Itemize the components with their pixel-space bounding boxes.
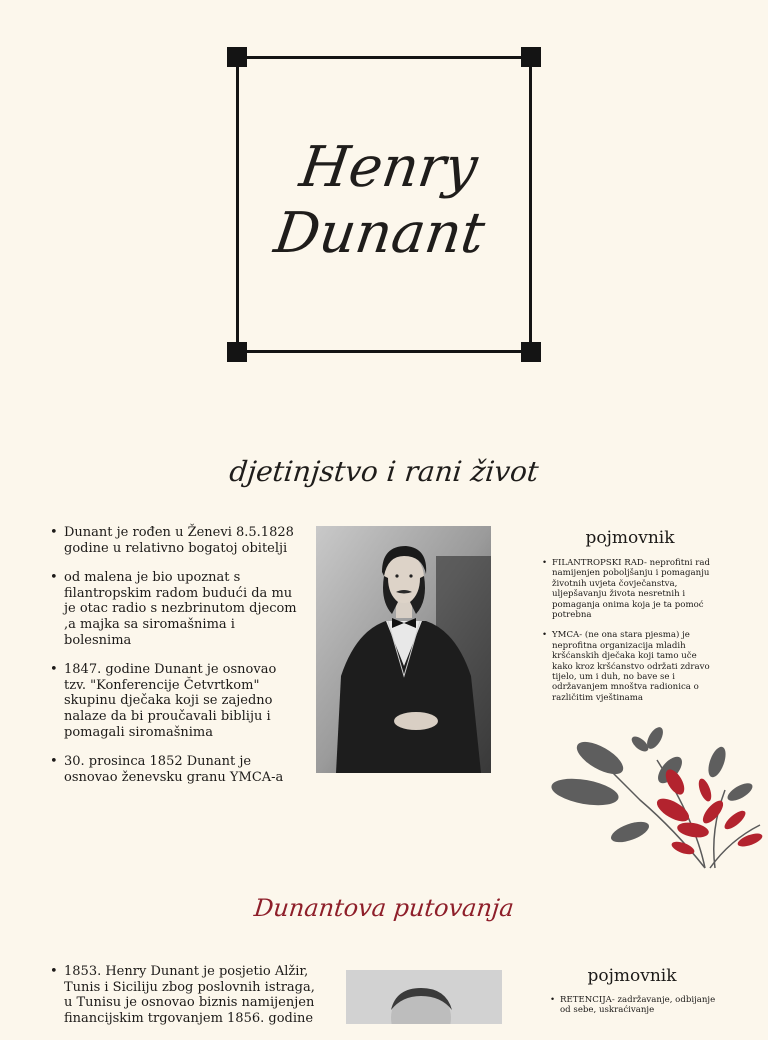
list-item: • YMCA- (ne ona stara pjesma) je neprofitna organizacija mladih kršćanskih dječaka koji tamo uče kako kroz kršćanstvo održati zdravo tijelo, um i duh, no bave se i održavanjem mnoštva radionica o različitim vještinama — [540, 630, 718, 703]
section-heading-childhood: djetinjstvo i rani život — [227, 455, 541, 488]
section-heading-travels: Dunantova putovanja — [252, 894, 516, 922]
childhood-bullet-list — [50, 525, 302, 799]
list-item: • 1847. godine Dunant je osnovao tzv. "Konferencije Četvrtkom" skupinu dječaka koji se zajedno nalaze da bi proučavali bibliju i pomagali siromašnima — [50, 662, 302, 740]
travels-bullet-list — [50, 964, 322, 1040]
list-item: • od malena je bio upoznat s filantropskim radom budući da mu je otac radio s nezbrinutom djecom ,a majka sa siromašnima i bolesnima — [50, 570, 302, 648]
portrait-photo — [316, 526, 491, 773]
title-line-2: Dunant — [270, 201, 489, 266]
glossary-list-1 — [540, 558, 718, 713]
title-line-1: Henry — [295, 135, 482, 200]
glossary-list-2 — [548, 995, 728, 1026]
glossary-heading-1: pojmovnik — [585, 528, 675, 548]
page-title — [229, 135, 540, 267]
list-item: • Dunant je rođen u Ženevi 8.5.1828 godine u relativno bogatoj obitelji — [50, 525, 302, 556]
list-item: • FILANTROPSKI RAD- neprofitni rad namijenjen poboljšanju i pomaganju životnih uvjeta čovječanstva, uljepšavanju života nesretnih i pomaganja onima koja je ta pomoć potrebna — [540, 558, 718, 620]
list-item: • RETENCIJA- zadržavanje, odbijanje od sebe, uskraćivanje — [548, 995, 728, 1016]
glossary-heading-2: pojmovnik — [587, 966, 677, 986]
list-item: • 30. prosinca 1852 Dunant je osnovao ženevsku granu YMCA-a — [50, 754, 302, 785]
list-item: • 1853. Henry Dunant je posjetio Alžir, Tunis i Siciliju zbog poslovnih istraga, u Tunisu je osnovao biznis namijenjen financijskim trgovanjem 1856. godine — [50, 964, 322, 1026]
leaves-illustration — [545, 720, 768, 870]
portrait-photo-2 — [346, 970, 502, 1024]
